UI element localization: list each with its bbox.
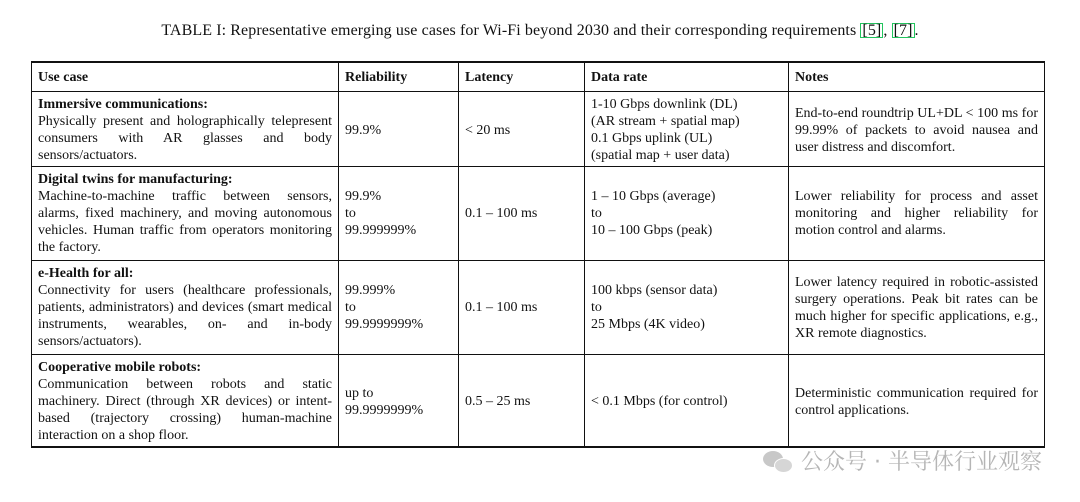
header-latency: Latency <box>458 63 584 91</box>
use-case-description: Connectivity for users (healthcare professionals, patients, administrators) and devices (smart medical instruments, wearables, on- and in-body sensors/actuators). <box>38 283 332 349</box>
reliability-cell: up to 99.9999999% <box>338 355 458 448</box>
data-rate-cell: < 0.1 Mbps (for control) <box>584 355 788 448</box>
use-case-title: e-Health for all: <box>38 266 134 281</box>
table-header-row <box>32 63 1044 91</box>
requirements-table <box>31 61 1045 448</box>
data-rate-cell: 100 kbps (sensor data) to 25 Mbps (4K video) <box>584 261 788 354</box>
use-case-cell <box>32 92 338 168</box>
use-case-title: Cooperative mobile robots: <box>38 360 202 375</box>
data-rate-cell: 1 – 10 Gbps (average) to 10 – 100 Gbps (peak) <box>584 167 788 260</box>
use-case-cell <box>32 355 338 448</box>
latency-cell: < 20 ms <box>458 92 584 168</box>
notes-cell: Deterministic communication required for control applications. <box>788 355 1044 448</box>
citation-link-5[interactable]: [5] <box>862 22 882 39</box>
use-case-title: Immersive communications: <box>38 97 208 112</box>
reliability-cell: 99.9% <box>338 92 458 168</box>
notes-cell: Lower latency required in robotic-assisted surgery operations. Peak bit rates can be much higher for specific applications, e.g., XR remote diagnostics. <box>788 261 1044 354</box>
use-case-cell <box>32 261 338 354</box>
use-case-cell <box>32 167 338 260</box>
latency-cell: 0.1 – 100 ms <box>458 261 584 354</box>
header-notes: Notes <box>788 63 1044 91</box>
table-row <box>32 354 1044 446</box>
citation-link-7[interactable]: [7] <box>893 22 913 39</box>
use-case-title: Digital twins for manufacturing: <box>38 172 233 187</box>
wechat-icon <box>763 449 793 473</box>
notes-cell: End-to-end roundtrip UL+DL < 100 ms for 99.99% of packets to avoid nausea and user distress and discomfort. <box>788 92 1044 168</box>
data-rate-cell: 1-10 Gbps downlink (DL) (AR stream + spatial map) 0.1 Gbps uplink (UL) (spatial map + user data) <box>584 92 788 168</box>
header-use-case: Use case <box>38 69 89 85</box>
reliability-cell: 99.999% to 99.9999999% <box>338 261 458 354</box>
header-reliability: Reliability <box>338 63 458 91</box>
table-caption: TABLE I: Representative emerging use cases for Wi-Fi beyond 2030 and their corresponding requirements [5] , [7] . <box>161 22 919 39</box>
watermark <box>763 445 1042 476</box>
use-case-description: Communication between robots and static machinery. Direct (through XR devices) or intent-based (trajectory crossing) human-machine interaction on a shop floor. <box>38 377 332 443</box>
table-row <box>32 91 1044 166</box>
latency-cell: 0.1 – 100 ms <box>458 167 584 260</box>
use-case-description: Physically present and holographically telepresent consumers with AR glasses and body sensors/actuators. <box>38 114 332 163</box>
header-data-rate: Data rate <box>584 63 788 91</box>
table-row <box>32 260 1044 354</box>
notes-cell: Lower reliability for process and asset monitoring and higher reliability for motion control and alarms. <box>788 167 1044 260</box>
use-case-description: Machine-to-machine traffic between sensors, alarms, fixed machinery, and moving autonomous vehicles. Human traffic from operators monitoring the factory. <box>38 189 332 255</box>
reliability-cell: 99.9% to 99.999999% <box>338 167 458 260</box>
table-row <box>32 166 1044 260</box>
watermark-text: 公众号 · 半导体行业观察 <box>801 450 1042 475</box>
latency-cell: 0.5 – 25 ms <box>458 355 584 448</box>
